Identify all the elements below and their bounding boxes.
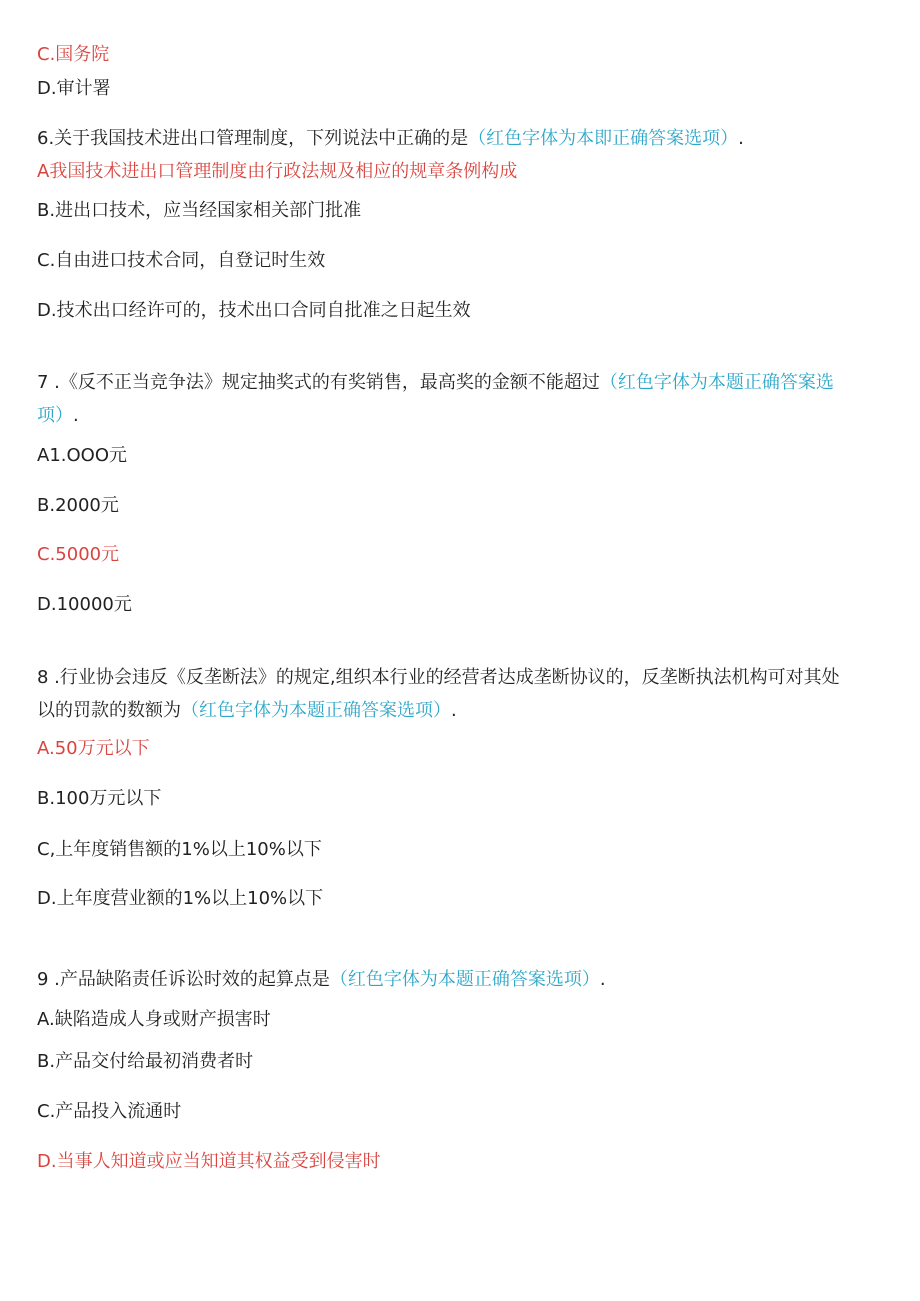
q7-hint-part2: 项） (37, 405, 73, 426)
q6-option-b: B.进出口技术，应当经国家相关部门批准 (37, 200, 362, 221)
q8-option-a: A.50万元以下 (37, 738, 150, 759)
q8-option-b: B.100万元以下 (37, 788, 162, 809)
q8-question-text: 8 .行业协会违反《反垄断法》的规定,组织本行业的经营者达成垄断协议的，反垄断执法机构可对其处 (37, 667, 840, 688)
q7-question-text: 7 .《反不正当竞争法》规定抽奖式的有奖销售，最高奖的金额不能超过 (37, 372, 600, 393)
q9-option-c: C.产品投入流通时 (37, 1101, 182, 1122)
q7-question-cont (37, 404, 79, 428)
q5-option-c: C.国务院 (37, 44, 110, 65)
q9-period: . (599, 969, 606, 990)
q6-question (37, 127, 744, 151)
q7-option-a: A1.OOO元 (37, 445, 127, 466)
q8-question (37, 666, 840, 690)
q9-option-d: D.当事人知道或应当知道其权益受到侵害时 (37, 1151, 381, 1172)
q8-question-text-2: 以的罚款的数额为 (37, 700, 181, 721)
q5-option-d: D.审计署 (37, 78, 111, 99)
q7-option-d: D.10000元 (37, 594, 132, 615)
q6-hint: （红色字体为本即正确答案选项） (468, 128, 739, 149)
q7-period: . (73, 405, 79, 426)
q7-question (37, 371, 834, 395)
q8-question-cont (37, 699, 457, 723)
q9-question-text: 9 .产品缺陷责任诉讼时效的起算点是 (37, 969, 330, 990)
q8-option-c: C,上年度销售额的1%以上10%以下 (37, 839, 322, 860)
q7-option-c: C.5000元 (37, 544, 120, 565)
q6-option-c: C.自由进口技术合同，自登记时生效 (37, 250, 326, 271)
q6-question-text: 6.关于我国技术进出口管理制度，下列说法中正确的是 (37, 128, 469, 149)
q6-option-d: D.技术出口经许可的，技术出口合同自批准之日起生效 (37, 300, 471, 321)
q9-option-a: A.缺陷造成人身或财产损害时 (37, 1009, 271, 1030)
q7-hint-part1: （红色字体为本题正确答案选 (599, 372, 834, 393)
q8-hint: （红色字体为本题正确答案选项） (181, 700, 451, 721)
q9-question (37, 968, 606, 992)
q9-hint: （红色字体为本题正确答案选项） (329, 969, 600, 990)
q8-option-d: D.上年度营业额的1%以上10%以下 (37, 888, 324, 909)
q9-option-b: B.产品交付给最初消费者时 (37, 1051, 254, 1072)
q8-period: . (451, 700, 457, 721)
q7-option-b: B.2000元 (37, 495, 119, 516)
q6-period: . (738, 128, 744, 149)
q6-option-a: A我国技术进出口管理制度由行政法规及相应的规章条例构成 (37, 161, 518, 182)
